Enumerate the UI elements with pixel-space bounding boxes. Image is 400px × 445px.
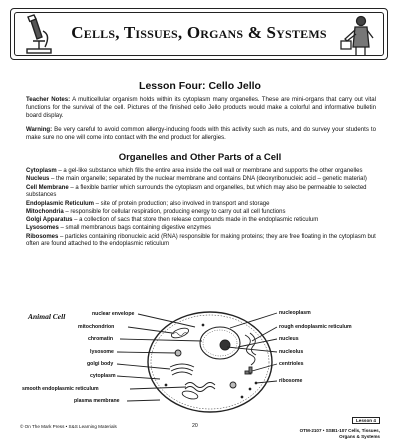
definition-item [26,168,376,176]
warning-paragraph [26,126,376,142]
definition-term: Cell Membrane [26,184,69,191]
definition-item [26,201,376,209]
definition-text: – particles containing ribonucleic acid (RNA) responsible for making proteins; they are free floating in the cytoplasm but often are found attached to the endoplasmic reticulum [26,233,376,248]
label-lysosome: lysosome [90,349,114,355]
definition-term: Golgi Apparatus [26,217,73,224]
label-nucleolus: nucleolus [279,349,304,355]
label-cytoplasm: cytoplasm [90,373,116,379]
definition-item [26,209,376,217]
label-nuclear-envelope: nuclear envelope [92,311,135,317]
definition-item [26,217,376,225]
definition-text: – site of protein production; also involved in transport and storage [94,200,270,207]
warning-text: Be very careful to avoid common allergy-inducing foods with this activity such as nuts, and do survey your students to make sure no one will come into contact with the end product for allergies. [26,126,376,141]
definition-text: – responsible for cellular respiration, producing energy to carry out all cell functions [63,208,286,215]
label-plasma-membrane: plasma membrane [74,398,120,404]
label-rough-er: rough endoplasmic reticulum [279,324,352,330]
definition-term: Mitochondria [26,208,64,215]
definition-text: – small membranous bags containing digestive enzymes [58,225,211,232]
organelle-definitions-list [26,168,376,250]
definition-term: Endoplasmic Reticulum [26,200,95,207]
section-title: Organelles and Other Parts of a Cell [118,152,282,163]
definition-term: Ribosomes [26,233,59,240]
definition-item [26,234,376,249]
page-number: 20 [192,423,198,429]
label-smooth-er: smooth endoplasmic reticulum [22,386,99,392]
diagram-heading: Animal Cell [28,312,66,321]
definition-item [26,176,376,184]
label-chromatin: chromatin [88,336,114,342]
title-banner [10,8,388,60]
teacher-notes-label: Teacher Notes: [26,96,71,103]
microscope-illustration [17,13,61,57]
label-centrioles: centrioles [279,361,304,367]
footer-publisher: © On The Mark Press • S&S Learning Materials [20,424,117,429]
definition-item [26,225,376,233]
label-ribosome: ribosome [279,378,303,384]
warning-label: Warning: [26,126,53,133]
teacher-notes-text: A multicellular organism holds within its cytoplasm many organelles. These are mini-organs that carry out vital functions for the survival of the cell. Pictures of the finished cello Jello products would make a colorful and informative bulletin board display. [26,96,376,119]
label-nucleoplasm: nucleoplasm [279,310,311,316]
lesson-tab: Lesson 4 [352,417,380,424]
definition-text: – a gel-like substance which fills the entire area inside the cell wall or membrane and supports the other organelles [56,168,363,174]
lesson-title: Lesson Four: Cello Jello [139,80,261,92]
scientist-illustration [337,13,381,57]
definition-text: – a flexible barrier which surrounds the cytoplasm and organelles, but which may also be permeable to selected substances [26,184,367,199]
teacher-notes-paragraph [26,96,376,120]
definition-text: – a collection of sacs that store then release compounds made in the endoplasmic reticulum [72,217,319,224]
label-mitochondrion: mitochondrion [78,324,115,330]
animal-cell-diagram [20,305,380,415]
definition-item [26,185,376,200]
definition-text: – the main organelle; separated by the nuclear membrane and contains DNA (deoxyribonucleic acid – genetic material) [49,176,367,183]
label-golgi-body: golgi body [87,361,114,367]
footer-product-code: OTM-2107 • SSB1-107 Cells, Tissues, Organs & Systems [299,428,380,439]
definition-term: Nucleus [26,176,50,183]
page-banner-title: Cells, Tissues, Organs & Systems [71,23,327,42]
definition-term: Cytoplasm [26,168,57,174]
definition-term: Lysosomes [26,225,59,232]
label-nucleus: nucleus [279,336,299,342]
